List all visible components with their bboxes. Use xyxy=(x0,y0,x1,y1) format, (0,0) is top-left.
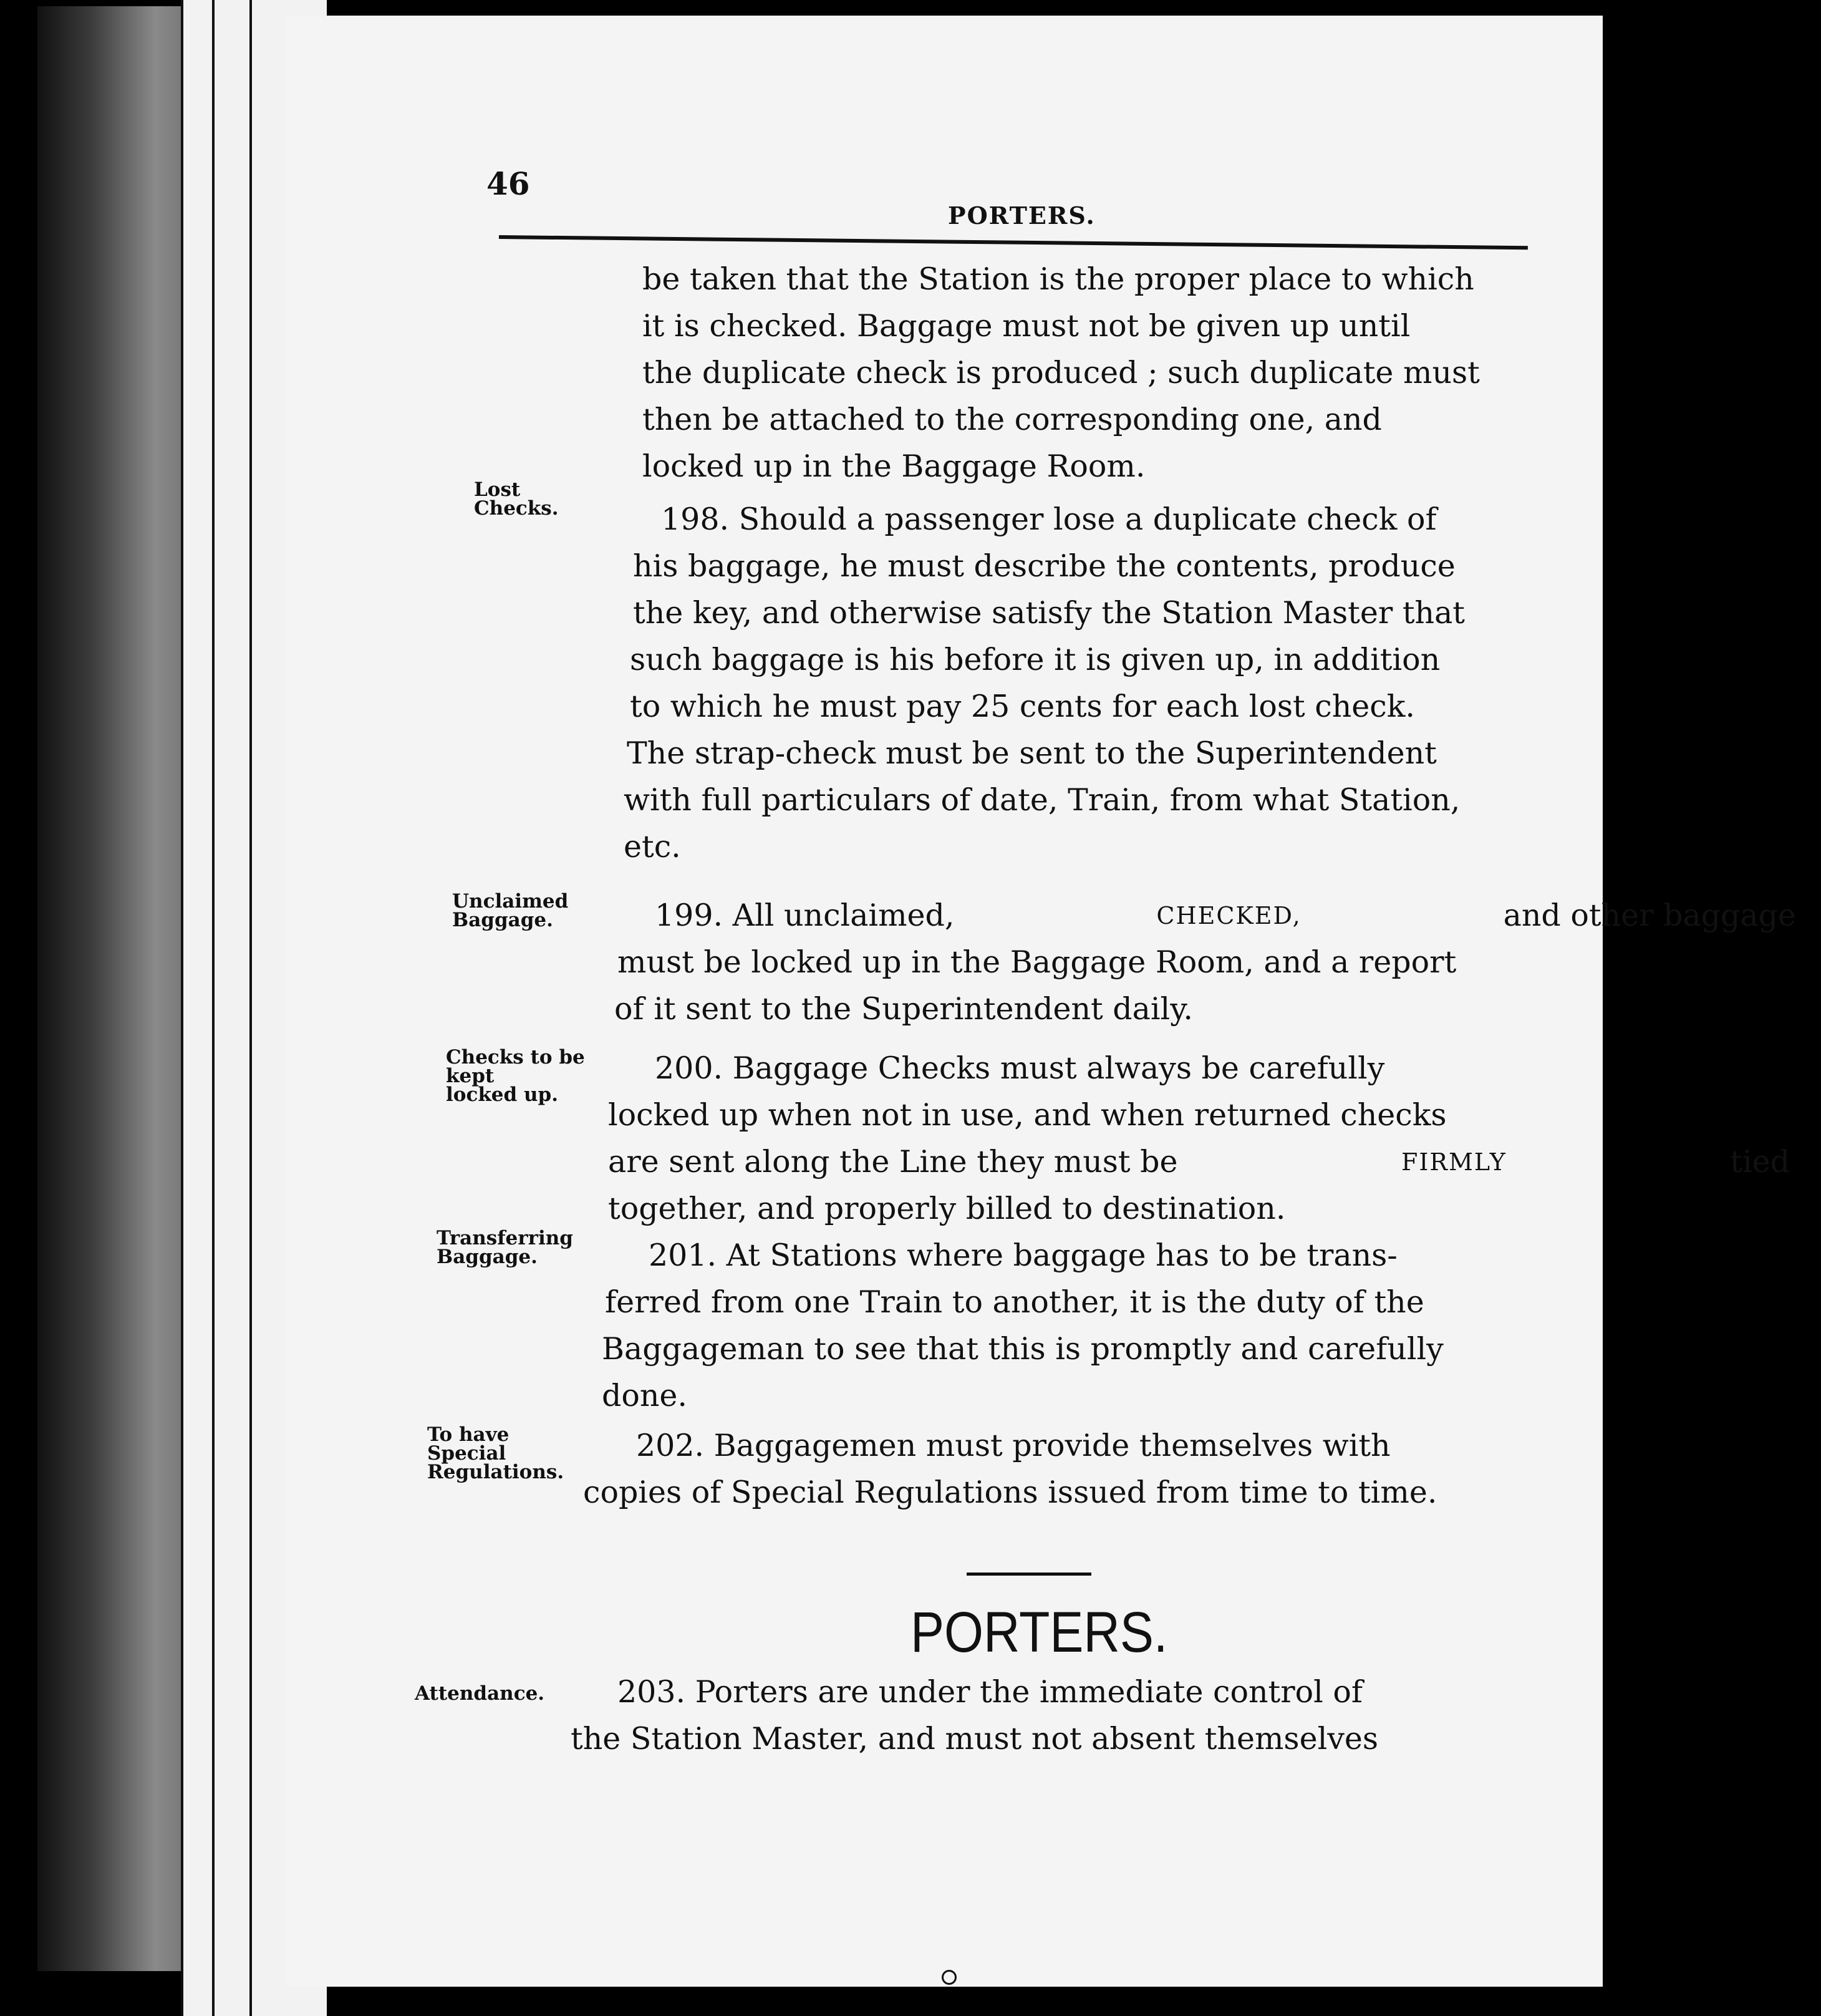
body-line: with full particulars of date, Train, from what Station, xyxy=(624,782,1461,818)
body-line: must be locked up in the Baggage Room, and a report xyxy=(617,944,1457,980)
body-line: 202. Baggagemen must provide themselves with xyxy=(636,1428,1391,1463)
page-number: 46 xyxy=(486,165,530,202)
body-line: locked up in the Baggage Room. xyxy=(642,448,1146,484)
body-line: 198. Should a passenger lose a duplicate check of xyxy=(661,502,1437,537)
body-line: 201. At Stations where baggage has to be trans- xyxy=(649,1238,1398,1273)
body-line: his baggage, he must describe the contents, produce xyxy=(633,548,1456,584)
body-line: locked up when not in use, and when returned checks xyxy=(608,1097,1447,1133)
book-page xyxy=(287,16,1796,1987)
body-line: etc. xyxy=(624,829,681,865)
margin-note-lost-checks: Lost Checks. xyxy=(474,478,559,520)
body-line: to which he must pay 25 cents for each lost check. xyxy=(630,689,1415,724)
running-head: PORTERS. xyxy=(948,201,1096,230)
margin-note-transferring-baggage: Transferring Baggage. xyxy=(437,1227,573,1268)
body-line: done. xyxy=(602,1378,687,1413)
body-line: of it sent to the Superintendent daily. xyxy=(614,991,1193,1027)
body-line: The strap-check must be sent to the Superintendent xyxy=(627,735,1437,771)
body-line: the Station Master, and must not absent themselves xyxy=(571,1721,1379,1757)
margin-note-special-regulations: To have Special Regulations. xyxy=(427,1423,564,1483)
margin-note-unclaimed-baggage: Unclaimed Baggage. xyxy=(452,890,569,931)
body-line: are sent along the Line they must be FIRMLY tied xyxy=(608,1144,1790,1180)
body-line: the duplicate check is produced ; such duplicate must xyxy=(642,355,1480,390)
section-title: PORTERS. xyxy=(910,1601,1168,1664)
margin-note-attendance: Attendance. xyxy=(415,1682,545,1705)
body-line: Baggageman to see that this is promptly and carefully xyxy=(602,1331,1444,1367)
body-line: be taken that the Station is the proper place to which xyxy=(642,261,1474,297)
header-rule xyxy=(499,235,1528,250)
body-line: 200. Baggage Checks must always be carefully xyxy=(655,1050,1385,1086)
body-line: 199. All unclaimed, CHECKED, and other baggage xyxy=(655,898,1796,933)
body-line: then be attached to the corresponding one, and xyxy=(642,402,1382,437)
margin-note-checks-locked: Checks to be kept locked up. xyxy=(446,1046,585,1106)
body-line: copies of Special Regulations issued from time to time. xyxy=(583,1475,1437,1510)
body-line: ferred from one Train to another, it is the duty of the xyxy=(605,1284,1424,1320)
body-line: together, and properly billed to destination. xyxy=(608,1191,1286,1226)
section-rule xyxy=(967,1573,1091,1576)
body-line: the key, and otherwise satisfy the Station Master that xyxy=(633,595,1465,631)
body-line: 203. Porters are under the immediate control of xyxy=(617,1674,1363,1710)
body-line: it is checked. Baggage must not be given up until xyxy=(642,308,1411,344)
bottom-circle-mark xyxy=(942,1970,957,1985)
body-line: such baggage is his before it is given up, in addition xyxy=(630,642,1441,677)
